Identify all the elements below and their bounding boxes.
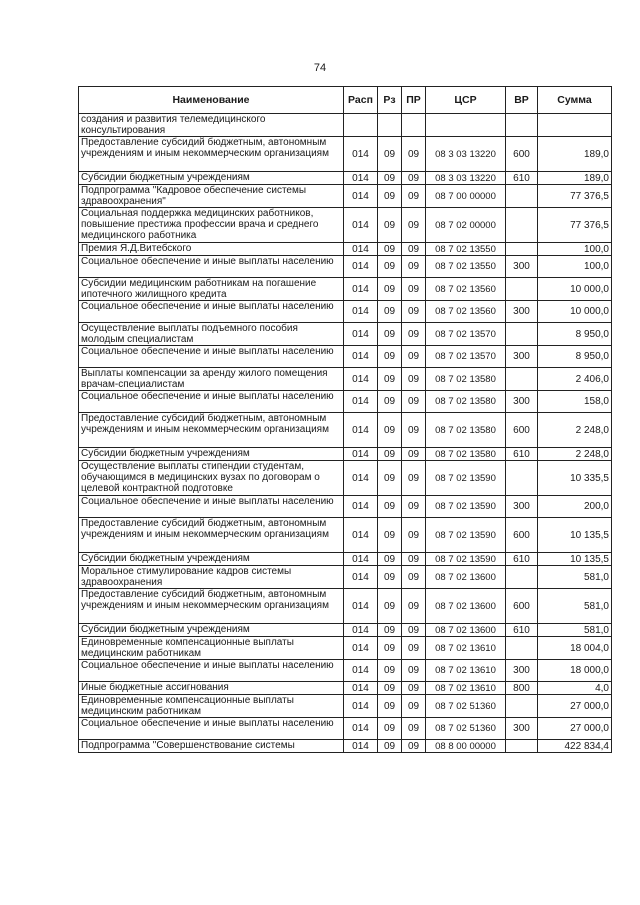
table-row: [79, 301, 612, 323]
cell-rz: 09: [378, 301, 402, 323]
cell-sum: 581,0: [538, 624, 612, 637]
cell-vr: 300: [506, 496, 538, 518]
cell-pr: 09: [402, 566, 426, 589]
cell-pr: 09: [402, 278, 426, 301]
cell-rz: 09: [378, 637, 402, 660]
cell-vr: [506, 185, 538, 208]
cell-pr: 09: [402, 740, 426, 753]
cell-name: Предоставление субсидий бюджетным, автономным учреждениям и иным некоммерческим организациям: [79, 518, 344, 553]
cell-rz: 09: [378, 624, 402, 637]
cell-pr: 09: [402, 682, 426, 695]
cell-pr: 09: [402, 553, 426, 566]
cell-rasp: 014: [344, 391, 378, 413]
cell-name: Предоставление субсидий бюджетным, автономным учреждениям и иным некоммерческим организациям: [79, 137, 344, 172]
cell-csr: 08 7 02 00000: [426, 208, 506, 243]
cell-pr: 09: [402, 368, 426, 391]
cell-vr: [506, 740, 538, 753]
table-row: [79, 368, 612, 391]
cell-pr: 09: [402, 208, 426, 243]
cell-csr: 08 7 02 13600: [426, 566, 506, 589]
cell-csr: 08 7 02 13610: [426, 660, 506, 682]
cell-pr: 09: [402, 461, 426, 496]
table-row: [79, 637, 612, 660]
cell-name: Подпрограмма "Совершенствование системы: [79, 740, 344, 753]
cell-pr: 09: [402, 589, 426, 624]
cell-rz: 09: [378, 496, 402, 518]
header-rz: Рз: [378, 87, 402, 114]
cell-pr: 09: [402, 256, 426, 278]
cell-pr: 09: [402, 323, 426, 346]
cell-vr: 800: [506, 682, 538, 695]
cell-sum: 10 000,0: [538, 301, 612, 323]
cell-rz: 09: [378, 740, 402, 753]
table-row: [79, 243, 612, 256]
cell-vr: [506, 637, 538, 660]
cell-csr: 08 7 02 13550: [426, 256, 506, 278]
cell-csr: [426, 114, 506, 137]
cell-rz: 09: [378, 660, 402, 682]
cell-sum: 77 376,5: [538, 185, 612, 208]
header-name: Наименование: [79, 87, 344, 114]
cell-pr: 09: [402, 496, 426, 518]
cell-name: Социальная поддержка медицинских работников, повышение престижа профессии врача и среднего медицинского работника: [79, 208, 344, 243]
cell-sum: 581,0: [538, 566, 612, 589]
cell-rasp: 014: [344, 660, 378, 682]
cell-name: Субсидии бюджетным учреждениям: [79, 624, 344, 637]
cell-rasp: 014: [344, 496, 378, 518]
cell-rasp: 014: [344, 695, 378, 718]
cell-pr: 09: [402, 137, 426, 172]
page-number: 74: [313, 62, 327, 74]
cell-vr: 610: [506, 172, 538, 185]
cell-sum: 158,0: [538, 391, 612, 413]
table-row: [79, 660, 612, 682]
cell-rasp: 014: [344, 518, 378, 553]
cell-vr: [506, 208, 538, 243]
table-row: [79, 137, 612, 172]
cell-rz: [378, 114, 402, 137]
table-row: [79, 553, 612, 566]
cell-rz: 09: [378, 208, 402, 243]
cell-sum: 8 950,0: [538, 323, 612, 346]
cell-rasp: 014: [344, 172, 378, 185]
cell-rz: 09: [378, 413, 402, 448]
cell-rasp: 014: [344, 740, 378, 753]
cell-rz: 09: [378, 553, 402, 566]
cell-pr: 09: [402, 624, 426, 637]
cell-csr: 08 7 00 00000: [426, 185, 506, 208]
cell-csr: 08 7 02 13600: [426, 624, 506, 637]
cell-vr: [506, 566, 538, 589]
cell-rz: 09: [378, 448, 402, 461]
cell-pr: [402, 114, 426, 137]
table-row: [79, 496, 612, 518]
table-row: [79, 624, 612, 637]
cell-pr: 09: [402, 243, 426, 256]
cell-csr: 08 7 02 13590: [426, 461, 506, 496]
cell-name: Социальное обеспечение и иные выплаты населению: [79, 391, 344, 413]
cell-pr: 09: [402, 660, 426, 682]
cell-rasp: 014: [344, 346, 378, 368]
cell-vr: 300: [506, 301, 538, 323]
cell-csr: 08 3 03 13220: [426, 137, 506, 172]
cell-name: Предоставление субсидий бюджетным, автономным учреждениям и иным некоммерческим организациям: [79, 589, 344, 624]
cell-sum: 2 248,0: [538, 413, 612, 448]
cell-rasp: 014: [344, 208, 378, 243]
cell-pr: 09: [402, 448, 426, 461]
cell-csr: 08 7 02 13580: [426, 368, 506, 391]
cell-rasp: 014: [344, 256, 378, 278]
cell-sum: 2 248,0: [538, 448, 612, 461]
cell-name: Социальное обеспечение и иные выплаты населению: [79, 718, 344, 740]
table-row: [79, 566, 612, 589]
cell-sum: 100,0: [538, 243, 612, 256]
table-row: [79, 682, 612, 695]
cell-csr: 08 7 02 13570: [426, 323, 506, 346]
cell-rasp: 014: [344, 243, 378, 256]
cell-csr: 08 7 02 13610: [426, 637, 506, 660]
cell-csr: 08 7 02 13590: [426, 496, 506, 518]
table-row: [79, 391, 612, 413]
cell-csr: 08 7 02 13600: [426, 589, 506, 624]
cell-vr: 600: [506, 589, 538, 624]
cell-csr: 08 7 02 13570: [426, 346, 506, 368]
cell-name: Иные бюджетные ассигнования: [79, 682, 344, 695]
table-row: [79, 278, 612, 301]
cell-rz: 09: [378, 185, 402, 208]
cell-sum: 10 135,5: [538, 518, 612, 553]
cell-name: Моральное стимулирование кадров системы здравоохранения: [79, 566, 344, 589]
cell-vr: 300: [506, 391, 538, 413]
cell-rz: 09: [378, 243, 402, 256]
header-sum: Сумма: [538, 87, 612, 114]
cell-rz: 09: [378, 461, 402, 496]
cell-rz: 09: [378, 718, 402, 740]
cell-vr: 300: [506, 660, 538, 682]
cell-rasp: 014: [344, 278, 378, 301]
cell-sum: 581,0: [538, 589, 612, 624]
cell-csr: 08 3 03 13220: [426, 172, 506, 185]
cell-name: Субсидии бюджетным учреждениям: [79, 448, 344, 461]
cell-csr: 08 7 02 13550: [426, 243, 506, 256]
cell-name: Социальное обеспечение и иные выплаты населению: [79, 660, 344, 682]
cell-csr: 08 7 02 13610: [426, 682, 506, 695]
table-row: [79, 518, 612, 553]
cell-name: Выплаты компенсации за аренду жилого помещения врачам-специалистам: [79, 368, 344, 391]
cell-rz: 09: [378, 368, 402, 391]
cell-csr: 08 7 02 13580: [426, 391, 506, 413]
cell-csr: 08 7 02 51360: [426, 695, 506, 718]
cell-sum: 189,0: [538, 137, 612, 172]
cell-name: Социальное обеспечение и иные выплаты населению: [79, 256, 344, 278]
table-row: [79, 208, 612, 243]
cell-sum: 18 000,0: [538, 660, 612, 682]
cell-vr: 600: [506, 518, 538, 553]
cell-rasp: 014: [344, 637, 378, 660]
table-row: [79, 256, 612, 278]
cell-csr: 08 7 02 13580: [426, 413, 506, 448]
cell-sum: 10 000,0: [538, 278, 612, 301]
cell-rz: 09: [378, 172, 402, 185]
cell-csr: 08 7 02 13560: [426, 301, 506, 323]
cell-vr: 300: [506, 256, 538, 278]
header-vr: ВР: [506, 87, 538, 114]
cell-rz: 09: [378, 682, 402, 695]
cell-vr: 300: [506, 718, 538, 740]
cell-pr: 09: [402, 637, 426, 660]
cell-rz: 09: [378, 346, 402, 368]
cell-rz: 09: [378, 323, 402, 346]
cell-rz: 09: [378, 566, 402, 589]
cell-vr: [506, 278, 538, 301]
table-row: [79, 323, 612, 346]
cell-sum: 10 335,5: [538, 461, 612, 496]
cell-sum: 77 376,5: [538, 208, 612, 243]
cell-csr: 08 7 02 13560: [426, 278, 506, 301]
cell-name: Субсидии медицинским работникам на погашение ипотечного жилищного кредита: [79, 278, 344, 301]
cell-name: Субсидии бюджетным учреждениям: [79, 553, 344, 566]
cell-vr: [506, 695, 538, 718]
cell-rasp: 014: [344, 566, 378, 589]
cell-rasp: 014: [344, 448, 378, 461]
cell-sum: 2 406,0: [538, 368, 612, 391]
cell-sum: 4,0: [538, 682, 612, 695]
cell-sum: 8 950,0: [538, 346, 612, 368]
cell-vr: 610: [506, 448, 538, 461]
cell-sum: 422 834,4: [538, 740, 612, 753]
budget-table: [78, 86, 612, 753]
cell-name: Социальное обеспечение и иные выплаты населению: [79, 301, 344, 323]
table-row: [79, 740, 612, 753]
cell-rasp: 014: [344, 589, 378, 624]
cell-vr: 300: [506, 346, 538, 368]
cell-rasp: [344, 114, 378, 137]
table-row: [79, 114, 612, 137]
cell-rasp: 014: [344, 368, 378, 391]
cell-rz: 09: [378, 589, 402, 624]
table-row: [79, 448, 612, 461]
cell-pr: 09: [402, 346, 426, 368]
cell-vr: [506, 114, 538, 137]
cell-rasp: 014: [344, 301, 378, 323]
table-row: [79, 718, 612, 740]
cell-csr: 08 8 00 00000: [426, 740, 506, 753]
table-row: [79, 413, 612, 448]
cell-sum: 27 000,0: [538, 695, 612, 718]
cell-rz: 09: [378, 518, 402, 553]
cell-vr: 610: [506, 624, 538, 637]
cell-sum: 27 000,0: [538, 718, 612, 740]
cell-pr: 09: [402, 518, 426, 553]
cell-rasp: 014: [344, 624, 378, 637]
cell-csr: 08 7 02 51360: [426, 718, 506, 740]
cell-name: Субсидии бюджетным учреждениям: [79, 172, 344, 185]
cell-rasp: 014: [344, 137, 378, 172]
cell-rasp: 014: [344, 461, 378, 496]
cell-rz: 09: [378, 391, 402, 413]
table-row: [79, 695, 612, 718]
table-row: [79, 461, 612, 496]
cell-name: Подпрограмма "Кадровое обеспечение системы здравоохранения": [79, 185, 344, 208]
cell-rasp: 014: [344, 682, 378, 695]
cell-rz: 09: [378, 278, 402, 301]
cell-sum: 10 135,5: [538, 553, 612, 566]
cell-sum: 18 004,0: [538, 637, 612, 660]
cell-sum: 100,0: [538, 256, 612, 278]
cell-pr: 09: [402, 413, 426, 448]
table-row: [79, 346, 612, 368]
cell-sum: [538, 114, 612, 137]
cell-rz: 09: [378, 256, 402, 278]
cell-vr: [506, 243, 538, 256]
cell-vr: [506, 461, 538, 496]
cell-pr: 09: [402, 718, 426, 740]
cell-sum: 200,0: [538, 496, 612, 518]
cell-rz: 09: [378, 695, 402, 718]
header-pr: ПР: [402, 87, 426, 114]
cell-pr: 09: [402, 695, 426, 718]
cell-name: Социальное обеспечение и иные выплаты населению: [79, 346, 344, 368]
cell-rasp: 014: [344, 413, 378, 448]
cell-pr: 09: [402, 391, 426, 413]
cell-vr: 600: [506, 137, 538, 172]
cell-name: Премия Я.Д.Витебского: [79, 243, 344, 256]
cell-name: Единовременные компенсационные выплаты медицинским работникам: [79, 695, 344, 718]
cell-name: Предоставление субсидий бюджетным, автономным учреждениям и иным некоммерческим организациям: [79, 413, 344, 448]
cell-name: Единовременные компенсационные выплаты медицинским работникам: [79, 637, 344, 660]
cell-pr: 09: [402, 185, 426, 208]
cell-rz: 09: [378, 137, 402, 172]
cell-rasp: 014: [344, 718, 378, 740]
table-header-row: [79, 87, 612, 114]
cell-csr: 08 7 02 13580: [426, 448, 506, 461]
table-row: [79, 185, 612, 208]
cell-pr: 09: [402, 301, 426, 323]
table-row: [79, 172, 612, 185]
cell-rasp: 014: [344, 323, 378, 346]
cell-name: Осуществление выплаты стипендии студентам, обучающимся в медицинских вузах по договорам о целевой контрактной подготовке: [79, 461, 344, 496]
header-rasp: Расп: [344, 87, 378, 114]
cell-vr: [506, 368, 538, 391]
table-row: [79, 589, 612, 624]
cell-vr: [506, 323, 538, 346]
cell-rasp: 014: [344, 185, 378, 208]
cell-csr: 08 7 02 13590: [426, 518, 506, 553]
cell-vr: 600: [506, 413, 538, 448]
header-csr: ЦСР: [426, 87, 506, 114]
cell-name: создания и развития телемедицинского консультирования: [79, 114, 344, 137]
cell-name: Социальное обеспечение и иные выплаты населению: [79, 496, 344, 518]
cell-rasp: 014: [344, 553, 378, 566]
cell-csr: 08 7 02 13590: [426, 553, 506, 566]
cell-pr: 09: [402, 172, 426, 185]
cell-vr: 610: [506, 553, 538, 566]
cell-sum: 189,0: [538, 172, 612, 185]
cell-name: Осуществление выплаты подъемного пособия молодым специалистам: [79, 323, 344, 346]
